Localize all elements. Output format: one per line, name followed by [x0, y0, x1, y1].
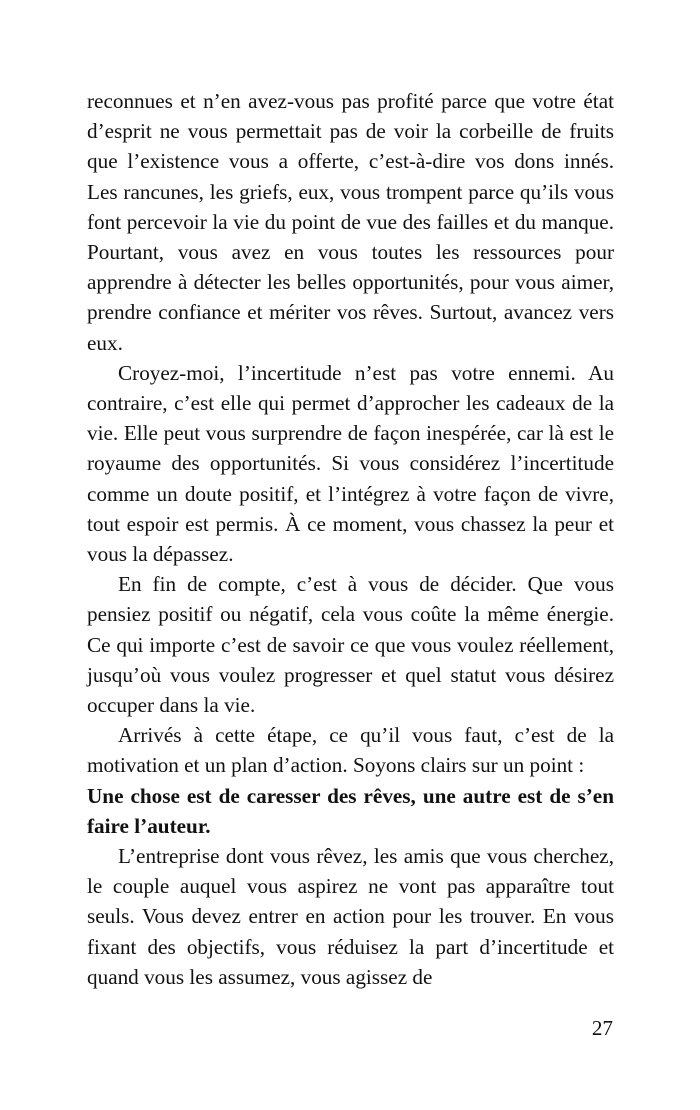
paragraph-action: L’entreprise dont vous rêvez, les amis que vous cherchez, le couple auquel vous aspirez ne vont pas apparaître tout seuls. Vous devez entrer en action pour les trouver. En vous fixant des objectifs, vous réduisez la part d’incertitude et quand vous les assumez, vous agissez de [87, 844, 614, 989]
paragraph-bold-statement: Une chose est de caresser des rêves, une autre est de s’en faire l’auteur. [87, 783, 614, 838]
page-number: 27 [591, 1016, 613, 1040]
paragraph-decide: En fin de compte, c’est à vous de décider. Que vous pensiez positif ou négatif, cela vous coûte la même énergie. Ce qui importe c’est de savoir ce que vous voulez réellement, jusqu’où vous voulez progresser et quel statut vous désirez occuper dans la vie. [87, 572, 614, 718]
paragraph-motivation: Arrivés à cette étape, ce qu’il vous faut, c’est de la motivation et un plan d’action. Soyons clairs sur un point : [87, 723, 614, 778]
paragraph-uncertainty: Croyez-moi, l’incertitude n’est pas votre ennemi. Au contraire, c’est elle qui permet d’approcher les cadeaux de la vie. Elle peut vous surprendre de façon inespérée, car là est le royaume des opportunités. Si vous considérez l’incertitude comme un doute positif, et l’intégrez à votre façon de vivre, tout espoir est permis. À ce moment, vous chassez la peur et vous la dépassez. [87, 360, 614, 567]
paragraph-continuation: reconnues et n’en avez-vous pas profité parce que votre état d’esprit ne vous permettait pas de voir la corbeille de fruits que l’existence vous a offerte, c’est-à-dire vos dons innés. Les rancunes, les griefs, eux, vous trompent parce qu’ils vous font percevoir la vie du point de vue des failles et du manque. Pourtant, vous avez en vous toutes les ressources pour apprendre à détecter les belles opportunités, pour vous aimer, prendre confiance et mériter vos rêves. Surtout, avancez vers eux. [87, 89, 614, 355]
book-page-text [87, 86, 614, 992]
